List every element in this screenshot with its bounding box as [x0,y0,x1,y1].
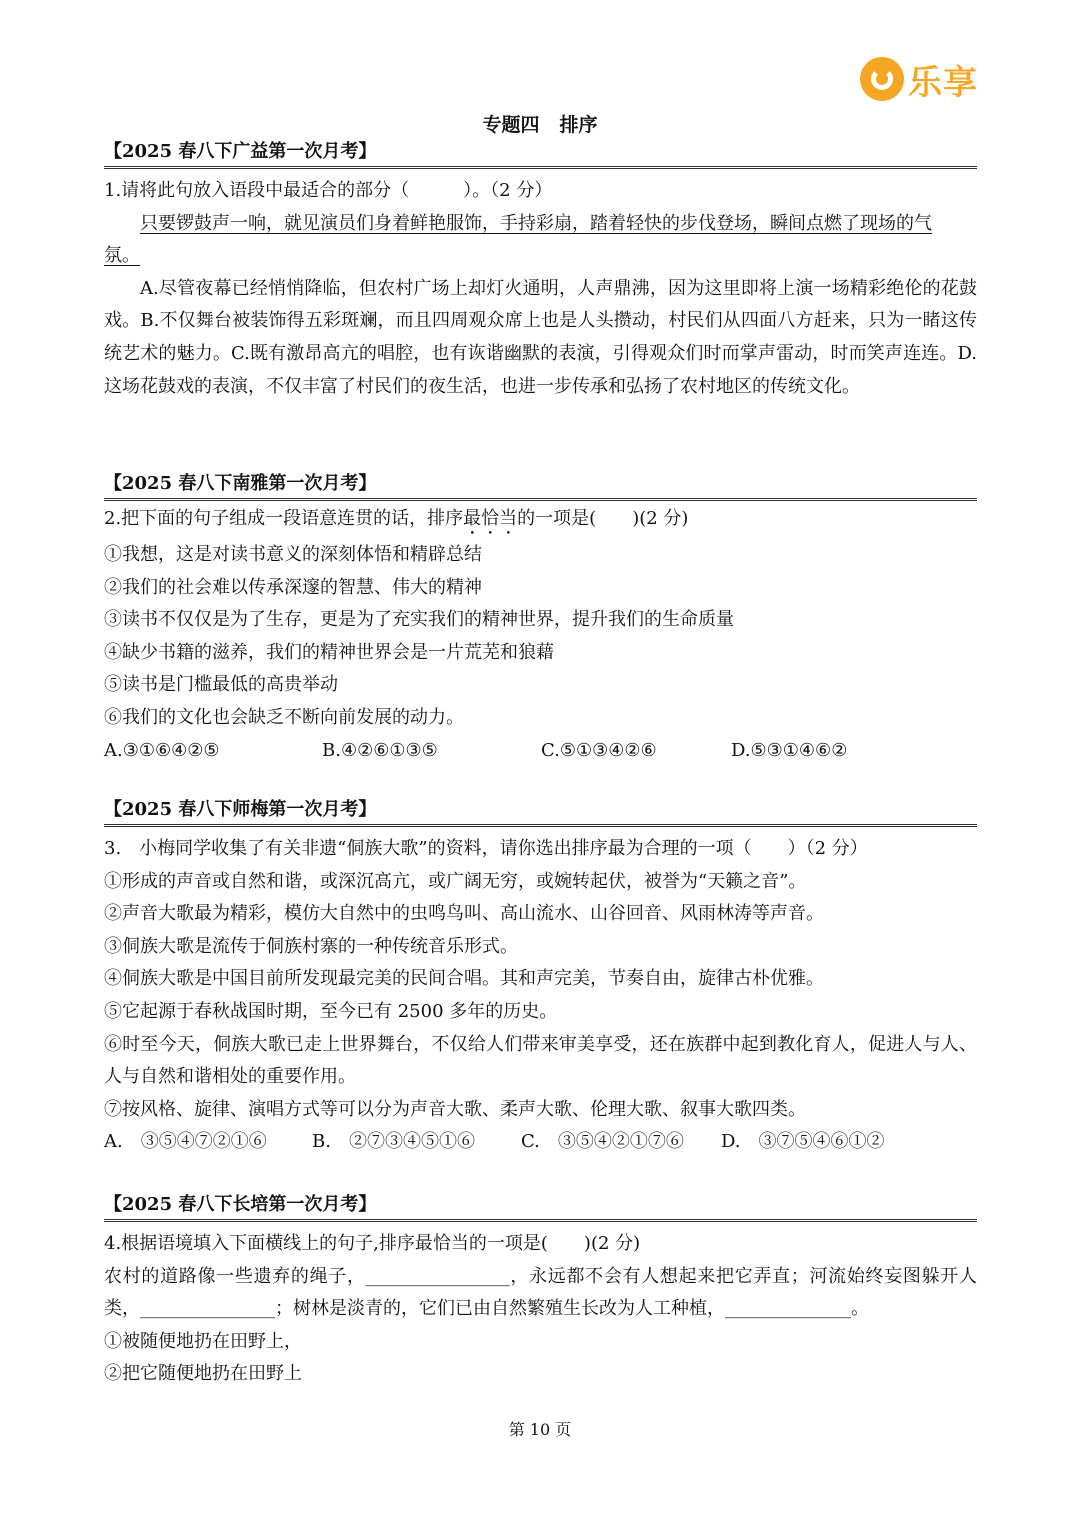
option-a: A. ③⑤④⑦②①⑥ [104,1131,267,1153]
option-c: C.⑤①③④②⑥ [541,739,657,761]
list-item: ⑤读书是门槛最低的高贵举动 [104,674,338,696]
list-item: ⑥我们的文化也会缺乏不断向前发展的动力。 [104,706,464,728]
list-item: ⑤它起源于春秋战国时期，至今已有 2500 多年的历史。 [104,1000,558,1022]
question-4 [104,1191,977,1391]
question-2 [104,470,977,767]
question-stem: 3. 小梅同学收集了有关非遗“侗族大歌”的资料，请你选出排序最为合理的一项（ ）（2 分） [104,838,868,859]
logo-icon [860,57,904,101]
question-3 [104,796,977,1158]
list-item: ④缺少书籍的滋养，我们的精神世界会是一片荒芜和狼藉 [104,641,554,663]
section-header: 【2025 春八下师梅第一次月考】 [104,796,977,827]
list-item: ②声音大歌最为精彩，模仿大自然中的虫鸣鸟叫、高山流水、山谷回音、风雨林涛等声音。 [104,903,824,925]
list-item: ①被随便地扔在田野上， [104,1330,302,1352]
question-stem: 4.根据语境填入下面横线上的句子,排序最恰当的一项是( )(2 分) [104,1233,641,1254]
section-header: 【2025 春八下长培第一次月考】 [104,1191,977,1222]
logo-text: 乐享 [908,62,978,103]
section-header: 【2025 春八下广益第一次月考】 [104,138,977,169]
option-d: D. ③⑦⑤④⑥①② [721,1131,885,1153]
list-item: ①形成的声音或自然和谐，或深沉高亢，或广阔无穷，或婉转起伏，被誉为“天籁之音”。 [104,870,807,892]
option-c: C. ③⑤④②①⑦⑥ [521,1131,684,1153]
option-a: A.③①⑥④②⑤ [104,739,220,761]
option-d: D.⑤③①④⑥② [731,739,848,761]
page-title: 专题四 排序 [482,114,598,136]
list-item: ⑦按风格、旋律、演唱方式等可以分为声音大歌、柔声大歌、伦理大歌、叙事大歌四类。 [104,1098,806,1120]
question-1 [104,138,977,403]
answer-options [104,735,977,767]
passage: 农村的道路像一些遗弃的绳子，________________，永远都不会有人想起来把它弄直；河流始终妄图躲开人类，_______________；树林是淡青的，它们已由自然繁殖生长改为人工种植，______________。 [104,1265,977,1320]
brand-logo [860,56,978,102]
insert-sentence: 只要锣鼓声一响，就见演员们身着鲜艳服饰，手持彩扇，踏着轻快的步伐登场，瞬间点燃了现场的气 [140,212,932,234]
insert-sentence-end: 氛。 [104,245,140,267]
list-item: ⑥时至今天，侗族大歌已走上世界舞台，不仅给人们带来审美享受，还在族群中起到教化育人，促进人与人、人与自然和谐相处的重要作用。 [104,1033,977,1088]
passage: A.尽管夜幕已经悄悄降临，但农村广场上却灯火通明，人声鼎沸，因为这里即将上演一场精彩绝伦的花鼓戏。B.不仅舞台被装饰得五彩斑斓，而且四周观众席上也是人头攒动，村民们从四面八方赶来，只为一睹这传统艺术的魅力。C.既有激昂高亢的唱腔，也有诙谐幽默的表演，引得观众们时而掌声雷动，时而笑声连连。D.这场花鼓戏的表演，不仅丰富了村民们的夜生活，也进一步传承和弘扬了农村地区的传统文化。 [104,277,977,397]
list-item: ③侗族大歌是流传于侗族村寨的一种传统音乐形式。 [104,935,518,957]
question-stem: 2.把下面的句子组成一段语意连贯的话，排序最恰当的一项是( )(2 分) [104,508,689,529]
answer-options [104,1126,977,1158]
option-b: B. ②⑦③④⑤①⑥ [312,1131,475,1153]
question-stem: 1.请将此句放入语段中最适合的部分（ ）。（2 分） [104,180,553,201]
page-number: 第 10 页 [508,1420,572,1439]
list-item: ②把它随便地扔在田野上 [104,1363,302,1385]
option-b: B.④②⑥①③⑤ [322,739,438,761]
list-item: ①我想，这是对读书意义的深刻体悟和精辟总结 [104,544,482,565]
list-item: ②我们的社会难以传承深邃的智慧、伟大的精神 [104,576,482,598]
section-header: 【2025 春八下南雅第一次月考】 [104,470,977,501]
list-item: ④侗族大歌是中国目前所发现最完美的民间合唱。其和声完美，节奏自由，旋律古朴优雅。 [104,968,824,990]
list-item: ③读书不仅仅是为了生存，更是为了充实我们的精神世界，提升我们的生命质量 [104,609,734,631]
